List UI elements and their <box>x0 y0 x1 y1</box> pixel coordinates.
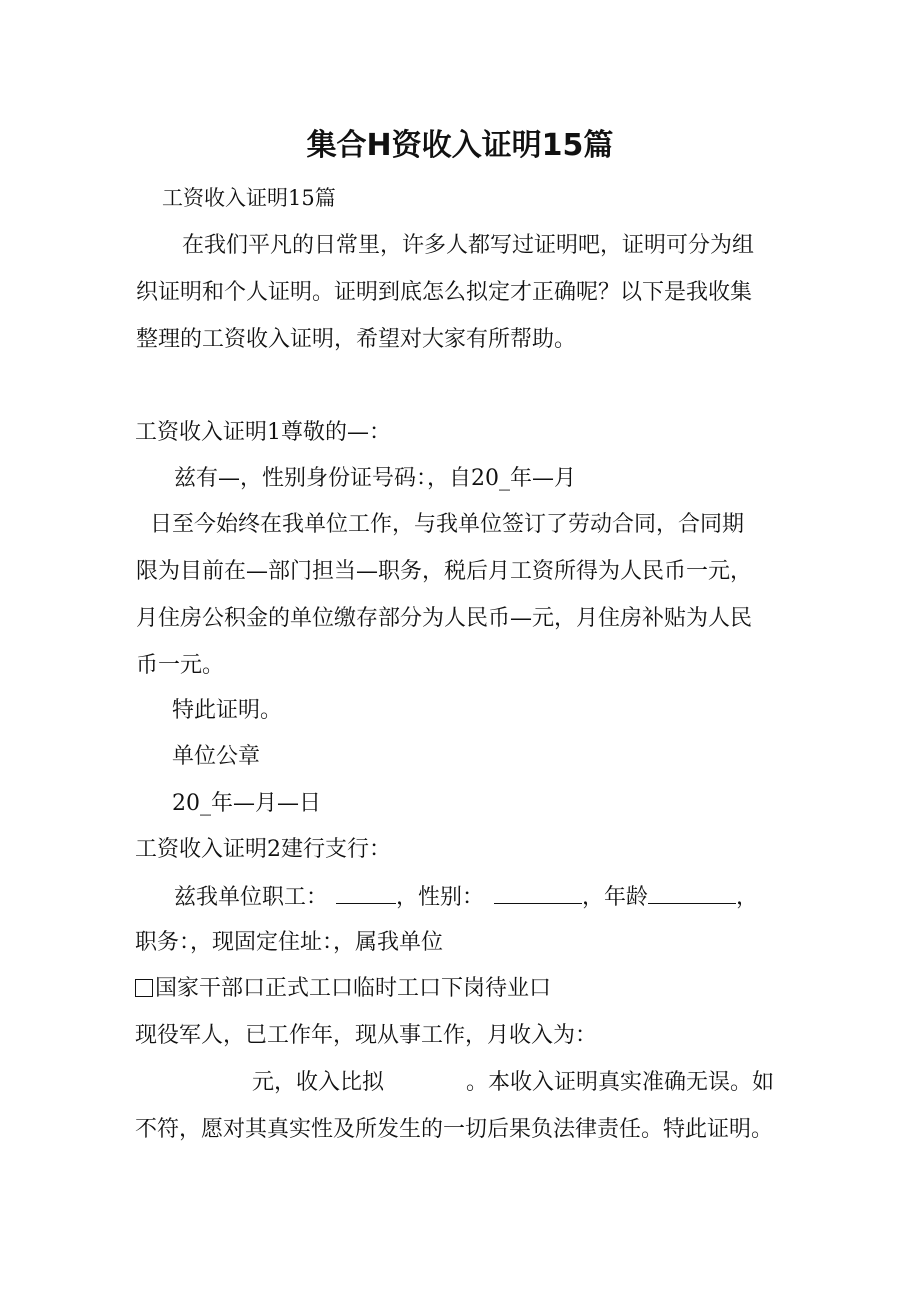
age-label: ，年龄 <box>582 885 649 910</box>
subtitle: 工资收入证明15篇 <box>162 186 336 210</box>
intro-line: 整理的工资收入证明，希望对大家有所帮助。 <box>136 327 577 352</box>
cert1-body-line: 日至今始终在我单位工作，与我单位签订了劳动合同，合同期 <box>150 512 745 537</box>
document-title: 集合H资收入证明15篇 <box>306 128 614 163</box>
cert2-line4: 现役军人，已工作年，现从事工作，月收入为： <box>135 1023 598 1048</box>
intro-line: 在我们平凡的日常里，许多人都写过证明吧，证明可分为组 <box>182 233 755 258</box>
employee-name-blank <box>336 881 396 904</box>
intro-paragraph <box>136 222 754 363</box>
cert1-date: 20_年—月—日 <box>172 791 321 816</box>
cert1-seal: 单位公章 <box>172 744 261 769</box>
cert1-closing: 特此证明。 <box>172 698 283 723</box>
cert1-body <box>136 501 752 689</box>
cert1-body-line: 币一元。 <box>136 653 225 678</box>
cert2-options-line <box>135 973 551 1005</box>
cert2-fields-line <box>174 881 758 914</box>
cert2-line5a: 元，收入比拟 <box>252 1070 385 1095</box>
cert2-line6: 不符，愿对其真实性及所发生的一切后果负法律责任。特此证明。 <box>135 1117 774 1142</box>
cert1-body-line: 限为目前在—部门担当—职务，税后月工资所得为人民币一元， <box>136 559 753 584</box>
cert2-options: 国家干部口正式工口临时工口下岗待业口 <box>155 976 552 1001</box>
age-blank <box>648 881 736 904</box>
gender-blank <box>494 881 582 904</box>
employee-label: 兹我单位职工： <box>174 885 329 910</box>
cert2-heading: 工资收入证明2建行支行： <box>135 837 391 862</box>
gender-label: ，性别： <box>396 885 485 910</box>
checkbox-icon <box>135 979 153 997</box>
cert1-body-line: 月住房公积金的单位缴存部分为人民币—元，月住房补贴为人民 <box>136 606 753 631</box>
cert2-line2: 职务：，现固定住址：，属我单位 <box>135 930 444 955</box>
cert1-heading: 工资收入证明1尊敬的—： <box>135 420 391 445</box>
fields-end: ， <box>736 885 759 910</box>
intro-line: 织证明和个人证明。证明到底怎么拟定才正确呢？以下是我收集 <box>136 280 753 305</box>
cert1-line1: 兹有—，性别身份证号码：，自20_年—月 <box>174 466 576 491</box>
cert2-line5b: 。本收入证明真实准确无误。如 <box>466 1070 775 1095</box>
